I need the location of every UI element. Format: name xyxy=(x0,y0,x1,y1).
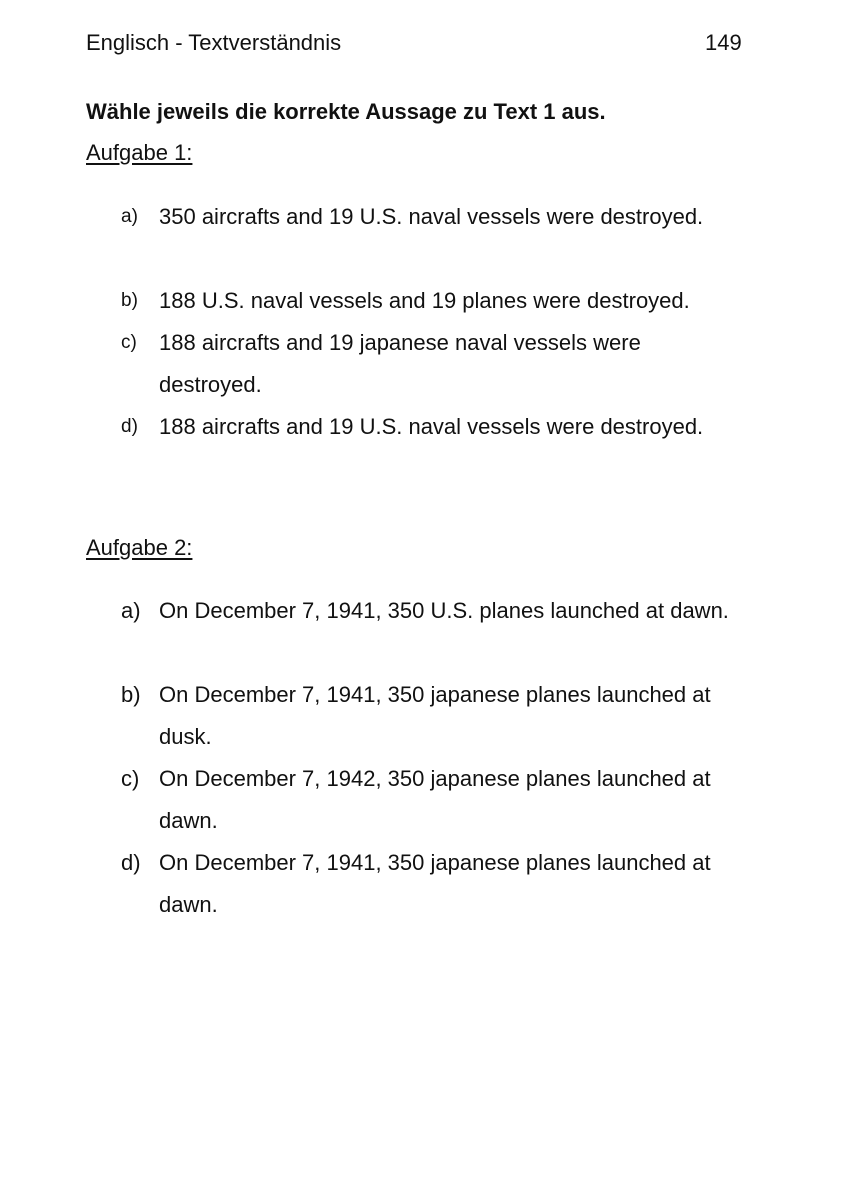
task-2-option-d xyxy=(0,842,844,926)
task-2-title: Aufgabe 2: xyxy=(86,535,193,560)
task-2-options xyxy=(0,590,844,926)
option-letter: d) xyxy=(121,850,141,875)
option-text: 188 aircrafts and 19 japanese naval vessels were destroyed. xyxy=(159,330,641,397)
option-text: On December 7, 1941, 350 U.S. planes launched at dawn. xyxy=(159,598,729,623)
option-letter: b) xyxy=(121,290,138,311)
task-1-title: Aufgabe 1: xyxy=(86,140,193,165)
option-text: On December 7, 1941, 350 japanese planes launched at dusk. xyxy=(159,682,711,749)
option-text: 188 aircrafts and 19 U.S. naval vessels were destroyed. xyxy=(159,414,704,439)
option-text: 188 U.S. naval vessels and 19 planes were destroyed. xyxy=(159,288,690,313)
option-text: On December 7, 1941, 350 japanese planes launched at dawn. xyxy=(159,850,711,917)
task-1-option-b xyxy=(0,280,844,322)
exercise-instruction: Wähle jeweils die korrekte Aussage zu Text 1 aus. xyxy=(86,98,606,124)
option-letter: c) xyxy=(121,332,137,353)
task-2-option-c xyxy=(0,758,844,842)
task-1-option-a xyxy=(0,196,844,280)
option-text: 350 aircrafts and 19 U.S. naval vessels were destroyed. xyxy=(159,204,704,229)
task-2-option-a xyxy=(0,590,844,674)
option-text: On December 7, 1942, 350 japanese planes launched at dawn. xyxy=(159,766,711,833)
header-subject: Englisch - Textverständnis xyxy=(86,30,342,55)
option-letter: c) xyxy=(121,766,140,791)
page-number: 149 xyxy=(705,30,742,55)
option-letter: b) xyxy=(121,682,141,707)
option-letter: a) xyxy=(121,598,141,623)
task-1-option-c xyxy=(0,322,844,406)
task-1-option-d xyxy=(0,406,844,490)
option-letter: d) xyxy=(121,416,138,437)
option-letter: a) xyxy=(121,206,138,227)
task-2-option-b xyxy=(0,674,844,758)
task-1-options xyxy=(0,196,844,490)
